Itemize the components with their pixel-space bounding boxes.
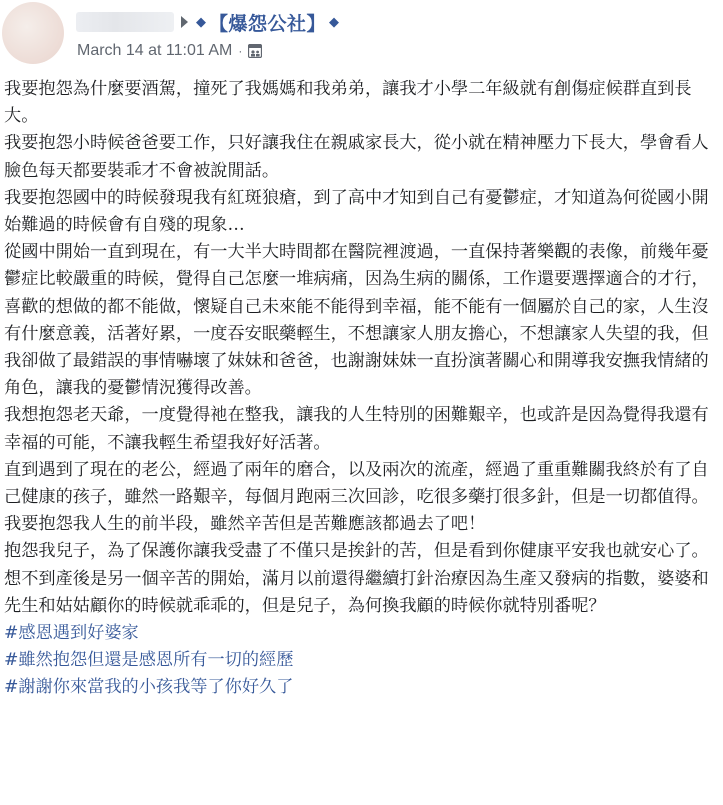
diamond-icon: ◆ (329, 14, 340, 30)
post-paragraph: 從國中開始一直到現在，有一大半大時間都在醫院裡渡過，一直保持著樂觀的表像，前幾年憂鬱症比較嚴重的時候，覺得自己怎麼一堆病痛，因為生病的關係，工作還要選擇適合的才行，喜歡的想做的都不能做，懷疑自己未來能不能得到幸福，能不能有一個屬於自己的家，人生沒有什麼意義，活著好累，一度吞安眠藥輕生，不想讓家人朋友擔心，不想讓家人失望的我，但我卻做了最錯誤的事情嚇壞了妹妹和爸爸，也謝謝妹妹一直扮演著關心和開導我安撫我情緒的角色，讓我的憂鬱情況獲得改善。 (4, 242, 709, 399)
meta-separator: · (238, 44, 243, 58)
group-name-link[interactable]: 【爆怨公社】 (209, 12, 327, 35)
diamond-icon: ◆ (196, 14, 206, 30)
post-title-line (76, 10, 342, 34)
post-timestamp[interactable]: March 14 at 11:01 AM (77, 42, 233, 59)
avatar[interactable] (2, 2, 64, 64)
post-body (4, 76, 720, 702)
group-privacy-icon[interactable] (248, 44, 262, 58)
arrow-right-icon (181, 16, 188, 28)
post-header (0, 0, 723, 68)
post-paragraph: 抱怨我兒子，為了保護你讓我受盡了不僅只是挨針的苦，但是看到你健康平安我也就安心了。想不到產後是另一個辛苦的開始，滿月以前還得繼續打針治療因為生產又發病的指數，婆婆和先生和姑姑顧你的時候就乖乖的，但是兒子，為何換我顧的時候你就特別番呢？ (4, 541, 709, 616)
post-paragraph: 我想抱怨老天爺，一度覺得祂在整我，讓我的人生特別的困難艱辛，也或許是因為覺得我還有幸福的可能，不讓我輕生希望我好好活著。 (4, 405, 709, 453)
hashtag-link[interactable]: #謝謝你來當我的小孩我等了你好久了 (4, 677, 294, 698)
post-paragraph: 我要抱怨小時候爸爸要工作，只好讓我住在親戚家長大，從小就在精神壓力下長大，學會看人臉色每天都要裝乖才不會被說閒話。 (4, 133, 709, 181)
hashtag-link[interactable]: #雖然抱怨但還是感恩所有一切的經歷 (4, 650, 294, 671)
post-paragraph: 直到遇到了現在的老公，經過了兩年的磨合，以及兩次的流產，經過了重重難關我終於有了自己健康的孩子，雖然一路艱辛，每個月跑兩三次回診，吃很多藥打很多針，但是一切都值得。 (4, 459, 709, 508)
post-paragraph: 我要抱怨國中的時候發現我有紅斑狼瘡，到了高中才知到自己有憂鬱症，才知道為何從國小開始難過的時候會有自殘的現象… (4, 187, 709, 236)
post-paragraph: 我要抱怨我人生的前半段，雖然辛苦但是苦難應該都過去了吧！ (4, 514, 486, 535)
hashtag-link[interactable]: #感恩遇到好婆家 (4, 623, 139, 644)
post-meta (77, 40, 262, 62)
author-name[interactable] (76, 12, 174, 32)
post-paragraph: 我要抱怨為什麼要酒駕，撞死了我媽媽和我弟弟，讓我才小學二年級就有創傷症候群直到長大。 (4, 79, 692, 127)
